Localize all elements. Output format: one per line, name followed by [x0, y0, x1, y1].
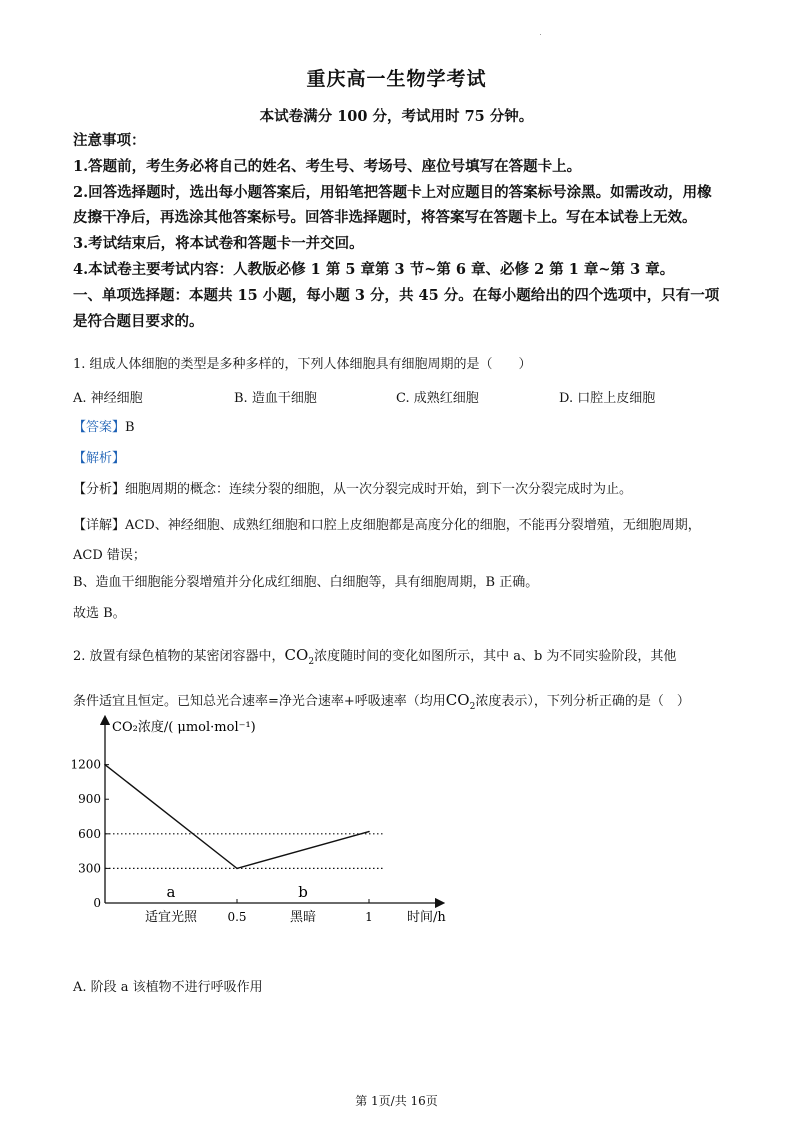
- exam-subtitle: 本试卷满分 100 分，考试用时 75 分钟。: [259, 108, 534, 125]
- page-footer: 第 1页/共 16页: [355, 1094, 438, 1108]
- q1-fenxi: [73, 480, 723, 500]
- q1-option-a: A. 神经细胞: [73, 391, 143, 406]
- q1-answer: [73, 418, 723, 438]
- fenxi-text: 细胞周期的概念：连续分裂的细胞，从一次分裂完成时开始，到下一次分裂完成时为止。: [125, 482, 633, 497]
- answer-tag: 【答案】: [73, 420, 126, 435]
- note-item: 2.回答选择题时，选出每小题答案后，用铅笔把答题卡上对应题目的答案标号涂黑。如需改动，用橡皮擦干净后，再选涂其他答案标号。回答非选择题时，将答案写在答题卡上。写在本试卷上无效。: [73, 183, 712, 227]
- co2-data-point: [368, 831, 370, 833]
- co2-data-point: [236, 868, 238, 870]
- q2-stem: [73, 636, 723, 726]
- note-item: 3.考试结束后，将本试卷和答题卡一并交回。: [73, 235, 364, 253]
- x-axis-label: 时间/h: [407, 910, 446, 925]
- q2-stem-c: 条件适宜且恒定。已知总光合速率=净光合速率+呼吸速率（均用: [73, 694, 446, 709]
- note-item: 1.答题前，考生务必将自己的姓名、考生号、考场号、座位号填写在答题卡上。: [73, 157, 582, 175]
- q1-xiangjie: [73, 511, 723, 571]
- y-tick-label: 900: [78, 792, 101, 807]
- page-title: 重庆高一生物学考试: [306, 68, 487, 90]
- co2-formula: $CO_2$: [284, 646, 315, 667]
- fenxi-tag: 【分析】: [73, 482, 126, 497]
- phase-label-light: 适宜光照: [144, 910, 198, 925]
- q1-conclusion: 故选 B。: [73, 606, 126, 621]
- x-tick-label: 1: [365, 910, 373, 924]
- note-item: 4.本试卷主要考试内容：人教版必修 1 第 5 章第 3 节~第 6 章、必修 2 第 1 章~第 3 章。: [73, 260, 675, 278]
- q1-analysis-tag-line: [73, 449, 723, 469]
- y-tick-label: 1200: [72, 757, 101, 772]
- q1-option-c: C. 成熟红细胞: [396, 391, 479, 406]
- analysis-tag: 【解析】: [73, 451, 126, 466]
- phase-label-b: b: [298, 883, 308, 901]
- q2-stem-a: 2. 放置有绿色植物的某密闭容器中，: [73, 649, 285, 664]
- y-tick-label: 600: [78, 826, 101, 841]
- notes-block: [73, 128, 723, 334]
- y-tick-label: 0: [93, 896, 101, 910]
- notes-heading: 注意事项：: [73, 132, 146, 149]
- co2-series-line: [105, 765, 369, 869]
- co2-formula: $CO_2$: [445, 691, 476, 712]
- q1-options: [73, 387, 723, 407]
- q1-b-line: B、造血干细胞能分裂增殖并分化成红细胞、白细胞等，具有细胞周期，B 正确。: [73, 575, 539, 590]
- section-heading: 一、单项选择题：本题共 15 小题，每小题 3 分，共 45 分。在每小题给出的四个选项中，只有一项是符合题目要求的。: [73, 286, 720, 330]
- scan-dot: [540, 34, 541, 35]
- y-tick-label: 300: [78, 861, 101, 876]
- phase-label-dark: 黑暗: [289, 910, 317, 925]
- co2-chart: [72, 715, 472, 934]
- co2-data-point: [104, 764, 106, 766]
- xiangjie-tag: 【详解】: [73, 518, 126, 533]
- xiangjie-text: ACD、神经细胞、成熟红细胞和口腔上皮细胞都是高度分化的细胞，不能再分裂增殖，无细胞周期，ACD 错误；: [73, 518, 701, 563]
- x-tick-label: 0.5: [227, 910, 247, 924]
- q2-stem-b: 浓度随时间的变化如图所示，其中 a、b 为不同实验阶段，其他: [314, 649, 677, 664]
- y-axis-label: CO₂浓度/( μmol·mol⁻¹): [112, 720, 256, 735]
- co2-chart-svg: [72, 715, 472, 930]
- q2-stem-d: 浓度表示），下列分析正确的是（ ）: [475, 694, 690, 709]
- q1-stem: 1. 组成人体细胞的类型是多种多样的，下列人体细胞具有细胞周期的是（ ）: [73, 357, 532, 372]
- phase-label-a: a: [166, 883, 176, 901]
- answer-value: B: [125, 420, 135, 435]
- q2-option-a: A. 阶段 a 该植物不进行呼吸作用: [73, 980, 263, 995]
- q1-option-b: B. 造血干细胞: [234, 391, 317, 406]
- q1-option-d: D. 口腔上皮细胞: [559, 391, 656, 406]
